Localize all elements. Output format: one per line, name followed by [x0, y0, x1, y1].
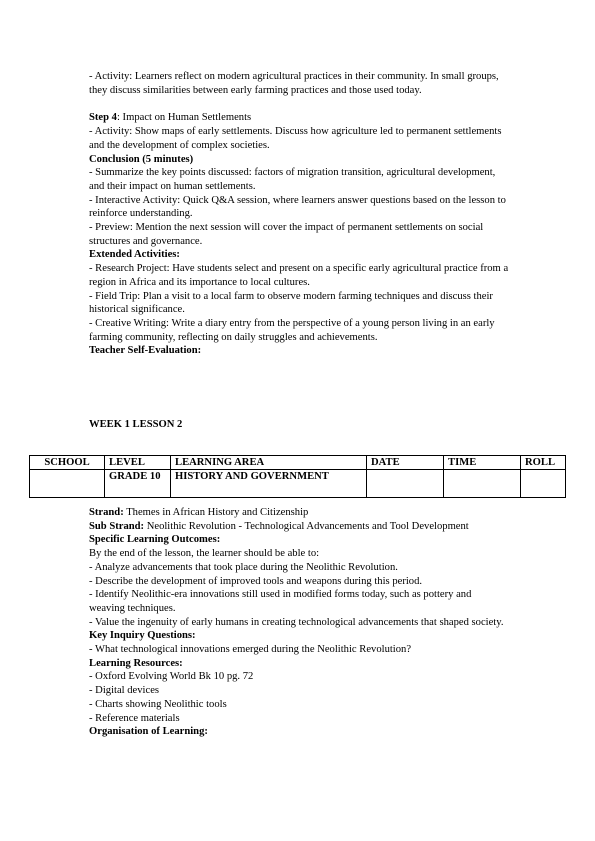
inquiry-item: - What technological innovations emerged during the Neolithic Revolution?	[89, 644, 412, 656]
header-learning-area: LEARNING AREA	[171, 456, 367, 470]
self-evaluation-heading: Teacher Self-Evaluation:	[89, 345, 202, 357]
conclusion-heading: Conclusion (5 minutes)	[89, 153, 194, 165]
outcomes-intro: By the end of the lesson, the learner should be able to:	[89, 548, 320, 560]
cell-roll	[521, 470, 566, 498]
extended-item: - Research Project: Have students select and present on a specific early agricultural practice from a region in Africa and its importance to local cultures.	[89, 263, 509, 288]
lesson-continuation	[89, 70, 509, 358]
header-school: SCHOOL	[30, 456, 105, 470]
extended-item: - Field Trip: Plan a visit to a local farm to observe modern farming techniques and discuss their historical significance.	[89, 290, 493, 316]
resource-item: - Reference materials	[89, 712, 180, 724]
strand-line	[89, 506, 509, 520]
outcome-item: - Describe the development of improved tools and weapons during this period.	[89, 575, 423, 587]
cell-time	[444, 470, 521, 498]
outcome-item: - Identify Neolithic-era innovations still used in modified forms today, such as pottery and weaving techniques.	[89, 589, 472, 614]
header-date: DATE	[367, 456, 444, 470]
cell-learning-area: HISTORY AND GOVERNMENT	[171, 470, 367, 498]
substrand-line	[89, 520, 509, 534]
extended-item: - Creative Writing: Write a diary entry from the perspective of a young person living in an early farming community, reflecting on daily struggles and achievements.	[89, 317, 495, 343]
outcome-item: - Value the ingenuity of early humans in creating technological advancements that shaped society.	[89, 616, 504, 628]
table-row	[30, 470, 566, 498]
activity-reflect: - Activity: Learners reflect on modern agricultural practices in their community. In small groups, they discuss similarities between early farming practices and those used today.	[89, 71, 499, 96]
step4-activity: - Activity: Show maps of early settlements. Discuss how agriculture led to permanent settlements and the development of complex societies.	[89, 126, 502, 151]
week-heading: WEEK 1 LESSON 2	[89, 419, 183, 430]
conclusion-item: - Preview: Mention the next session will cover the impact of permanent settlements on social structures and governance.	[89, 222, 484, 247]
extended-heading: Extended Activities:	[89, 249, 180, 261]
cell-school	[30, 470, 105, 498]
step4-title: : Impact on Human Settlements	[116, 112, 252, 124]
resources-heading: Learning Resources:	[89, 657, 183, 669]
table-header-row	[30, 456, 566, 470]
header-level: LEVEL	[105, 456, 171, 470]
step4-heading	[89, 111, 509, 125]
header-time: TIME	[444, 456, 521, 470]
cell-level: GRADE 10	[105, 470, 171, 498]
lesson-info-table	[29, 455, 566, 498]
organisation-heading: Organisation of Learning:	[89, 726, 208, 738]
conclusion-item: - Interactive Activity: Quick Q&A session, where learners answer questions based on the lesson to reinforce understanding.	[89, 194, 506, 220]
conclusion-item: - Summarize the key points discussed: factors of migration transition, agricultural development, and their impact on human settlements.	[89, 167, 496, 192]
outcome-item: - Analyze advancements that took place during the Neolithic Revolution.	[89, 561, 398, 573]
cell-date	[367, 470, 444, 498]
header-roll: ROLL	[521, 456, 566, 470]
strand-value: Themes in African History and Citizenship	[123, 507, 309, 518]
resource-item: - Digital devices	[89, 685, 160, 697]
lesson-plan	[89, 506, 509, 739]
strand-label: Strand:	[89, 507, 124, 518]
outcomes-heading: Specific Learning Outcomes:	[89, 534, 221, 546]
inquiry-heading: Key Inquiry Questions:	[89, 630, 196, 642]
resource-item: - Charts showing Neolithic tools	[89, 698, 227, 710]
substrand-label: Sub Strand:	[89, 520, 145, 532]
step4-label: Step 4	[89, 112, 117, 124]
substrand-value: Neolithic Revolution - Technological Advancements and Tool Development	[144, 520, 469, 532]
resource-item: - Oxford Evolving World Bk 10 pg. 72	[89, 671, 254, 683]
